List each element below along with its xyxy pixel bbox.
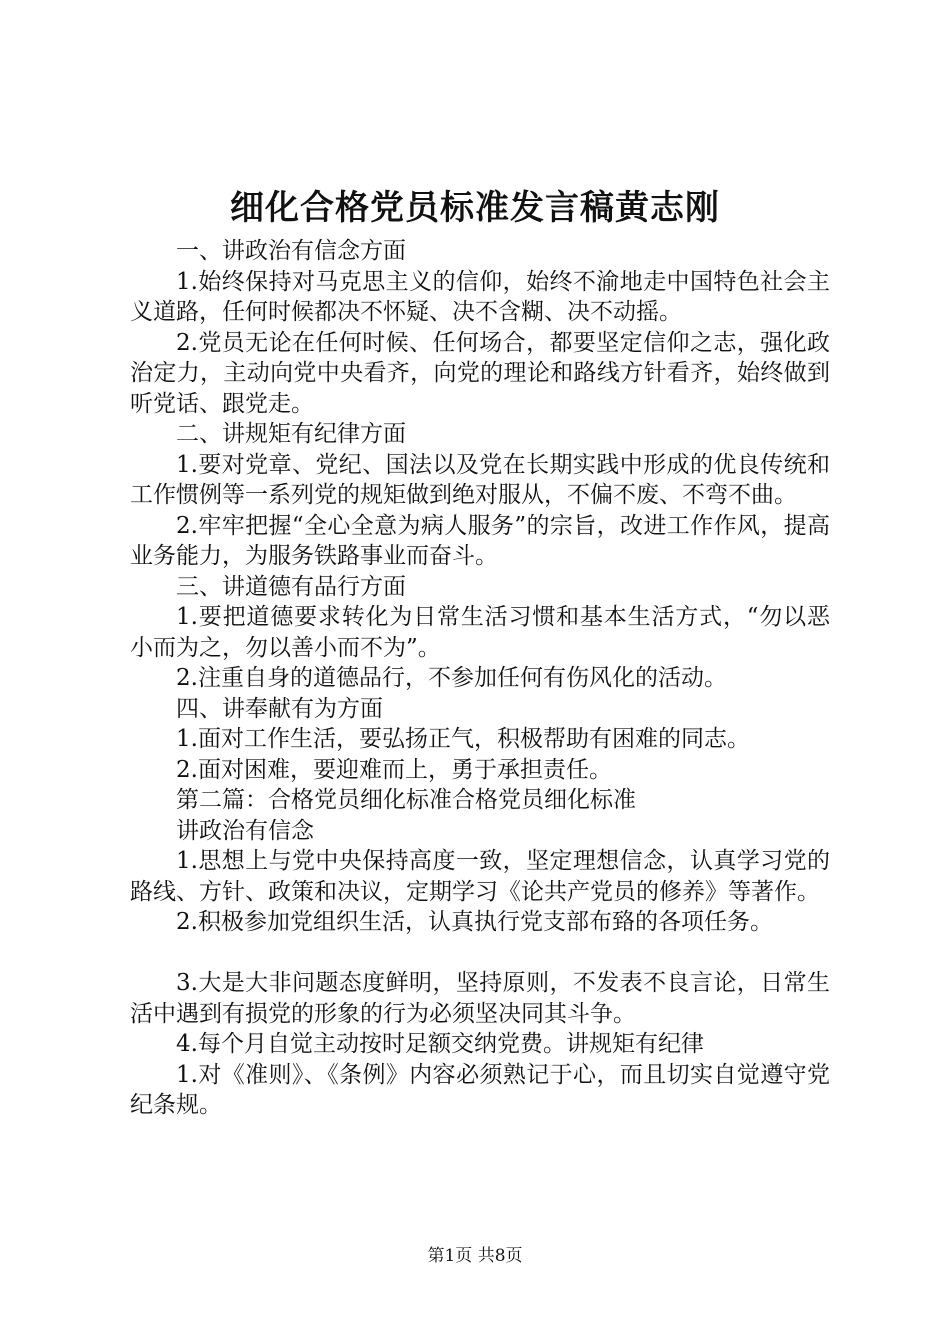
section-heading: 三、讲道德有品行方面 [176,573,406,600]
paragraph: 1.始终保持对马克思主义的信仰，始终不渝地走中国特色社会主义道路，任何时候都决不怀疑、决不含糊、决不动摇。 [130,268,830,325]
document-title: 细化合格党员标准发言稿黄志刚 [230,188,720,228]
paragraph: 2.面对困难，要迎难而上，勇于承担责任。 [176,756,612,783]
paragraph: 1.要对党章、党纪、国法以及党在长期实践中形成的优良传统和工作惯例等一系列党的规矩做到绝对服从，不偏不废、不弯不曲。 [130,451,830,508]
document-body [130,236,830,1121]
paragraph: 3.大是大非问题态度鲜明，坚持原则，不发表不良言论，日常生活中遇到有损党的形象的行为必须坚决同其斗争。 [130,970,830,1027]
blank-line [130,938,830,969]
page-footer: 第1页 共8页 [427,1246,523,1266]
paragraph: 1.面对工作生活，要弘扬正气，积极帮助有困难的同志。 [176,726,750,752]
section-heading: 一、讲政治有信念方面 [176,238,406,264]
section-heading: 二、讲规矩有纪律方面 [176,421,406,447]
paragraph: 2.积极参加党组织生活，认真执行党支部布臵的各项任务。 [176,909,773,935]
section-heading: 讲政治有信念 [176,817,314,844]
paragraph: 1.对《准则》、《条例》内容必须熟记于心，而且切实自觉遵守党纪条规。 [130,1061,830,1118]
paragraph: 1.思想上与党中央保持高度一致，坚定理想信念，认真学习党的路线、方针、政策和决议，定期学习《论共产党员的修养》等著作。 [130,848,830,905]
section-heading: 第二篇：合格党员细化标准合格党员细化标准 [176,787,636,813]
paragraph: 4.每个月自觉主动按时足额交纳党费。讲规矩有纪律 [176,1031,704,1057]
paragraph: 2.党员无论在任何时候、任何场合，都要坚定信仰之志，强化政治定力，主动向党中央看齐，向党的理论和路线方针看齐，始终做到听党话、跟党走。 [130,329,830,417]
section-heading: 四、讲奉献有为方面 [176,695,383,722]
paragraph: 1.要把道德要求转化为日常生活习惯和基本生活方式，“勿以恶小而为之，勿以善小而不为”。 [130,604,830,661]
paragraph: 2.牢牢把握“全心全意为病人服务”的宗旨，改进工作作风，提高业务能力，为服务铁路事业而奋斗。 [130,512,830,569]
paragraph: 2.注重自身的道德品行，不参加任何有伤风化的活动。 [176,665,727,691]
